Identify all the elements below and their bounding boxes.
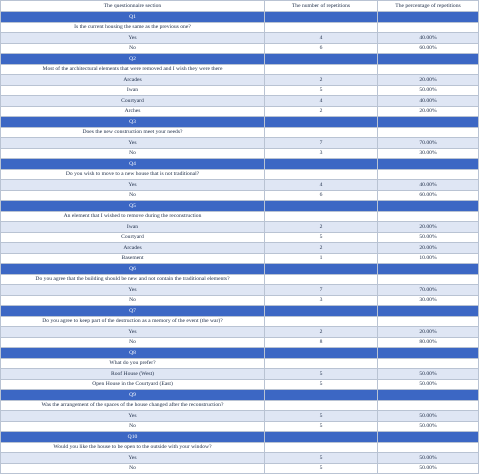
question-number: Q10: [1, 432, 265, 443]
answer-row: [1, 411, 479, 422]
empty-percentage-cell: [378, 54, 479, 65]
answer-percentage: 40.00%: [378, 33, 479, 44]
answer-row: [1, 138, 479, 149]
answer-percentage: 50.00%: [378, 421, 479, 432]
answer-label: Arches: [1, 106, 265, 117]
answer-row: [1, 253, 479, 264]
question-text: Does the new construction meet your needs?: [1, 127, 265, 138]
question-number: Q9: [1, 390, 265, 401]
empty-count-cell: [265, 274, 378, 285]
empty-percentage-cell: [378, 316, 479, 327]
answer-percentage: 20.00%: [378, 75, 479, 86]
question-text: Was the arrangement of the spaces of the house changed after the reconstruction?: [1, 400, 265, 411]
answer-count: 5: [265, 453, 378, 464]
answer-percentage: 30.00%: [378, 148, 479, 159]
answer-count: 4: [265, 180, 378, 191]
empty-percentage-cell: [378, 442, 479, 453]
question-text: Is the current housing the same as the previous one?: [1, 22, 265, 33]
answer-row: [1, 327, 479, 338]
answer-percentage: 50.00%: [378, 463, 479, 474]
answer-count: 5: [265, 369, 378, 380]
answer-count: 1: [265, 253, 378, 264]
answer-count: 3: [265, 148, 378, 159]
answer-percentage: 50.00%: [378, 232, 479, 243]
question-text-row: [1, 127, 479, 138]
answer-label: Courtyard: [1, 232, 265, 243]
empty-count-cell: [265, 12, 378, 23]
empty-percentage-cell: [378, 201, 479, 212]
empty-percentage-cell: [378, 432, 479, 443]
answer-count: 2: [265, 327, 378, 338]
answer-row: [1, 337, 479, 348]
table-header-row: [1, 1, 479, 12]
answer-percentage: 50.00%: [378, 85, 479, 96]
answer-row: [1, 232, 479, 243]
question-text-row: [1, 442, 479, 453]
question-number-row: [1, 54, 479, 65]
answer-label: No: [1, 337, 265, 348]
answer-label: Roof House (West): [1, 369, 265, 380]
empty-percentage-cell: [378, 358, 479, 369]
question-text: Would you like the house to be open to the outside with your window?: [1, 442, 265, 453]
empty-count-cell: [265, 22, 378, 33]
answer-label: No: [1, 421, 265, 432]
answer-percentage: 50.00%: [378, 369, 479, 380]
header-percentage: The percentage of repetitions: [378, 1, 479, 12]
answer-percentage: 60.00%: [378, 43, 479, 54]
answer-label: Yes: [1, 327, 265, 338]
answer-row: [1, 369, 479, 380]
answer-count: 4: [265, 96, 378, 107]
empty-count-cell: [265, 169, 378, 180]
question-number-row: [1, 117, 479, 128]
empty-percentage-cell: [378, 306, 479, 317]
empty-percentage-cell: [378, 348, 479, 359]
answer-percentage: 40.00%: [378, 96, 479, 107]
answer-percentage: 50.00%: [378, 379, 479, 390]
question-number: Q7: [1, 306, 265, 317]
answer-count: 2: [265, 222, 378, 233]
answer-percentage: 20.00%: [378, 222, 479, 233]
answer-row: [1, 285, 479, 296]
answer-row: [1, 33, 479, 44]
answer-row: [1, 96, 479, 107]
answer-row: [1, 453, 479, 464]
question-number-row: [1, 432, 479, 443]
answer-label: Yes: [1, 411, 265, 422]
answer-row: [1, 243, 479, 254]
question-text-row: [1, 211, 479, 222]
header-section: The questionnaire section: [1, 1, 265, 12]
answer-label: No: [1, 463, 265, 474]
empty-count-cell: [265, 348, 378, 359]
question-number: Q8: [1, 348, 265, 359]
question-text-row: [1, 358, 479, 369]
answer-label: No: [1, 295, 265, 306]
empty-percentage-cell: [378, 64, 479, 75]
answer-count: 5: [265, 463, 378, 474]
empty-count-cell: [265, 159, 378, 170]
empty-count-cell: [265, 211, 378, 222]
answer-label: Courtyard: [1, 96, 265, 107]
empty-percentage-cell: [378, 12, 479, 23]
answer-percentage: 70.00%: [378, 138, 479, 149]
empty-count-cell: [265, 390, 378, 401]
question-text-row: [1, 316, 479, 327]
answer-percentage: 20.00%: [378, 106, 479, 117]
answer-count: 7: [265, 285, 378, 296]
empty-count-cell: [265, 117, 378, 128]
empty-percentage-cell: [378, 159, 479, 170]
answer-percentage: 70.00%: [378, 285, 479, 296]
question-number-row: [1, 201, 479, 212]
answer-row: [1, 222, 479, 233]
answer-count: 7: [265, 138, 378, 149]
answer-label: Yes: [1, 138, 265, 149]
empty-percentage-cell: [378, 22, 479, 33]
empty-count-cell: [265, 127, 378, 138]
answer-count: 5: [265, 411, 378, 422]
answer-row: [1, 190, 479, 201]
answer-percentage: 50.00%: [378, 411, 479, 422]
empty-count-cell: [265, 264, 378, 275]
answer-label: Arcades: [1, 75, 265, 86]
empty-percentage-cell: [378, 117, 479, 128]
question-number-row: [1, 390, 479, 401]
question-text: What do you prefer?: [1, 358, 265, 369]
answer-label: Yes: [1, 285, 265, 296]
question-text: Do you agree that the building should be new and not contain the traditional elements?: [1, 274, 265, 285]
question-number: Q2: [1, 54, 265, 65]
empty-count-cell: [265, 54, 378, 65]
question-number: Q1: [1, 12, 265, 23]
question-number: Q3: [1, 117, 265, 128]
answer-percentage: 60.00%: [378, 190, 479, 201]
answer-count: 5: [265, 379, 378, 390]
answer-row: [1, 463, 479, 474]
question-number-row: [1, 306, 479, 317]
answer-count: 8: [265, 337, 378, 348]
answer-count: 3: [265, 295, 378, 306]
empty-percentage-cell: [378, 274, 479, 285]
question-text-row: [1, 274, 479, 285]
answer-percentage: 40.00%: [378, 180, 479, 191]
answer-label: Arcades: [1, 243, 265, 254]
answer-label: Yes: [1, 180, 265, 191]
question-text: Most of the architectural elements that were removed and I wish they were there: [1, 64, 265, 75]
question-text-row: [1, 64, 479, 75]
answer-row: [1, 295, 479, 306]
question-number-row: [1, 12, 479, 23]
answer-row: [1, 43, 479, 54]
answer-label: Iwan: [1, 85, 265, 96]
answer-count: 2: [265, 243, 378, 254]
answer-count: 5: [265, 421, 378, 432]
empty-percentage-cell: [378, 211, 479, 222]
answer-row: [1, 379, 479, 390]
answer-label: Yes: [1, 453, 265, 464]
answer-row: [1, 85, 479, 96]
question-text-row: [1, 400, 479, 411]
answer-percentage: 20.00%: [378, 243, 479, 254]
answer-row: [1, 421, 479, 432]
answer-percentage: 20.00%: [378, 327, 479, 338]
question-text: Do you wish to move to a new house that is not traditional?: [1, 169, 265, 180]
answer-label: No: [1, 190, 265, 201]
empty-percentage-cell: [378, 169, 479, 180]
question-number: Q6: [1, 264, 265, 275]
answer-label: Iwan: [1, 222, 265, 233]
empty-count-cell: [265, 64, 378, 75]
header-repetitions: The number of repetitions: [265, 1, 378, 12]
answer-count: 5: [265, 232, 378, 243]
answer-row: [1, 106, 479, 117]
answer-count: 6: [265, 190, 378, 201]
table-body: [1, 12, 479, 474]
empty-count-cell: [265, 358, 378, 369]
answer-count: 2: [265, 106, 378, 117]
empty-percentage-cell: [378, 400, 479, 411]
answer-percentage: 30.00%: [378, 295, 479, 306]
question-text: An element that I wished to remove during the reconstruction: [1, 211, 265, 222]
question-number: Q5: [1, 201, 265, 212]
answer-count: 5: [265, 85, 378, 96]
answer-label: No: [1, 148, 265, 159]
empty-count-cell: [265, 400, 378, 411]
question-number-row: [1, 159, 479, 170]
answer-label: Basement: [1, 253, 265, 264]
empty-count-cell: [265, 201, 378, 212]
question-text-row: [1, 22, 479, 33]
answer-row: [1, 148, 479, 159]
empty-count-cell: [265, 432, 378, 443]
question-text: Do you agree to keep part of the destruction as a memory of the event (the war)?: [1, 316, 265, 327]
answer-count: 4: [265, 33, 378, 44]
question-number-row: [1, 348, 479, 359]
question-number: Q4: [1, 159, 265, 170]
empty-percentage-cell: [378, 390, 479, 401]
answer-label: Open House in the Courtyard (East): [1, 379, 265, 390]
answer-label: No: [1, 43, 265, 54]
answer-row: [1, 180, 479, 191]
answer-row: [1, 75, 479, 86]
empty-count-cell: [265, 442, 378, 453]
answer-percentage: 50.00%: [378, 453, 479, 464]
empty-percentage-cell: [378, 264, 479, 275]
empty-percentage-cell: [378, 127, 479, 138]
question-number-row: [1, 264, 479, 275]
answer-count: 2: [265, 75, 378, 86]
empty-count-cell: [265, 306, 378, 317]
answer-percentage: 10.00%: [378, 253, 479, 264]
question-text-row: [1, 169, 479, 180]
answer-count: 6: [265, 43, 378, 54]
answer-label: Yes: [1, 33, 265, 44]
answer-percentage: 80.00%: [378, 337, 479, 348]
empty-count-cell: [265, 316, 378, 327]
